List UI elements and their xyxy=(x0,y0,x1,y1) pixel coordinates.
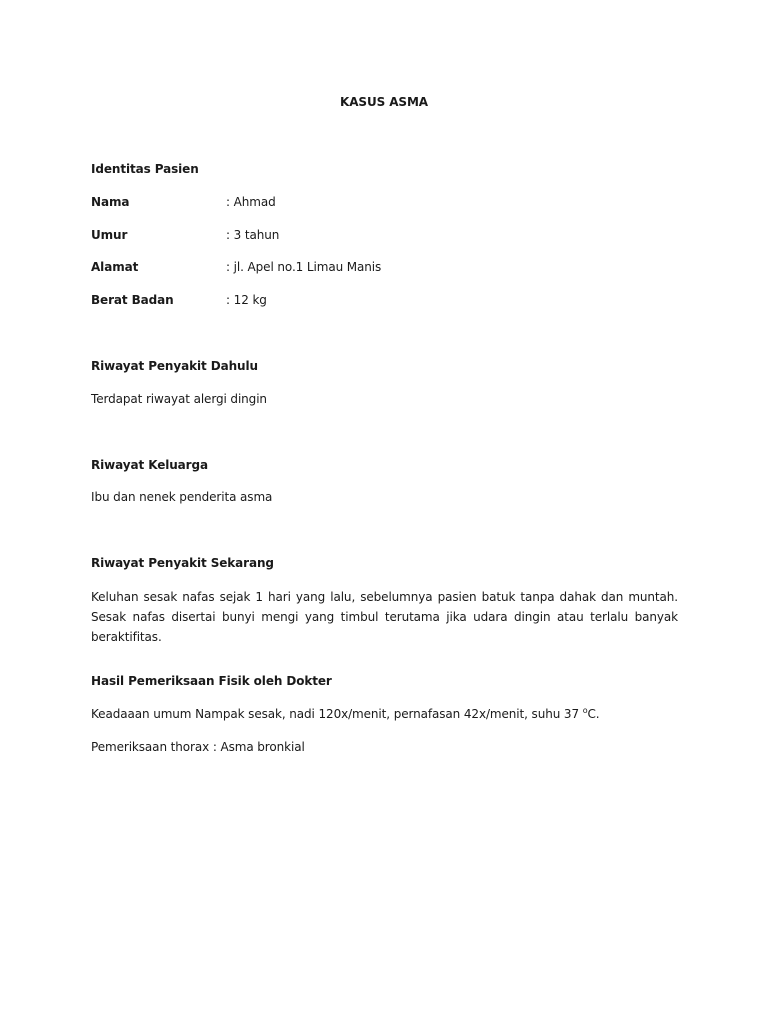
degree-symbol: o xyxy=(582,706,588,715)
name-value: : Ahmad xyxy=(226,195,276,209)
address-label: Alamat xyxy=(91,260,139,274)
identity-heading: Identitas Pasien xyxy=(91,162,199,176)
exam-general-line xyxy=(91,706,600,722)
exam-thorax-text: Pemeriksaan thorax : Asma bronkial xyxy=(91,740,305,754)
present-history-text: Keluhan sesak nafas sejak 1 hari yang lalu, sebelumnya pasien batuk tanpa dahak dan muntah. Sesak nafas disertai bunyi mengi yang timbul terutama jika udara dingin atau terlalu banyak beraktifitas. xyxy=(91,590,678,644)
exam-general-unit: C. xyxy=(587,707,600,721)
name-label: Nama xyxy=(91,195,130,209)
exam-heading: Hasil Pemeriksaan Fisik oleh Dokter xyxy=(91,674,332,688)
weight-label: Berat Badan xyxy=(91,293,174,307)
document-title: KASUS ASMA xyxy=(340,95,428,109)
past-history-heading: Riwayat Penyakit Dahulu xyxy=(91,359,258,373)
exam-general-text: Keadaaan umum Nampak sesak, nadi 120x/menit, pernafasan 42x/menit, suhu 37 xyxy=(91,707,583,721)
weight-value: : 12 kg xyxy=(226,293,267,307)
age-label: Umur xyxy=(91,228,128,242)
present-history-heading: Riwayat Penyakit Sekarang xyxy=(91,556,274,570)
past-history-text: Terdapat riwayat alergi dingin xyxy=(91,392,267,406)
family-history-text: Ibu dan nenek penderita asma xyxy=(91,490,273,504)
age-value: : 3 tahun xyxy=(226,228,280,242)
family-history-heading: Riwayat Keluarga xyxy=(91,458,208,472)
address-value: : jl. Apel no.1 Limau Manis xyxy=(226,260,382,274)
